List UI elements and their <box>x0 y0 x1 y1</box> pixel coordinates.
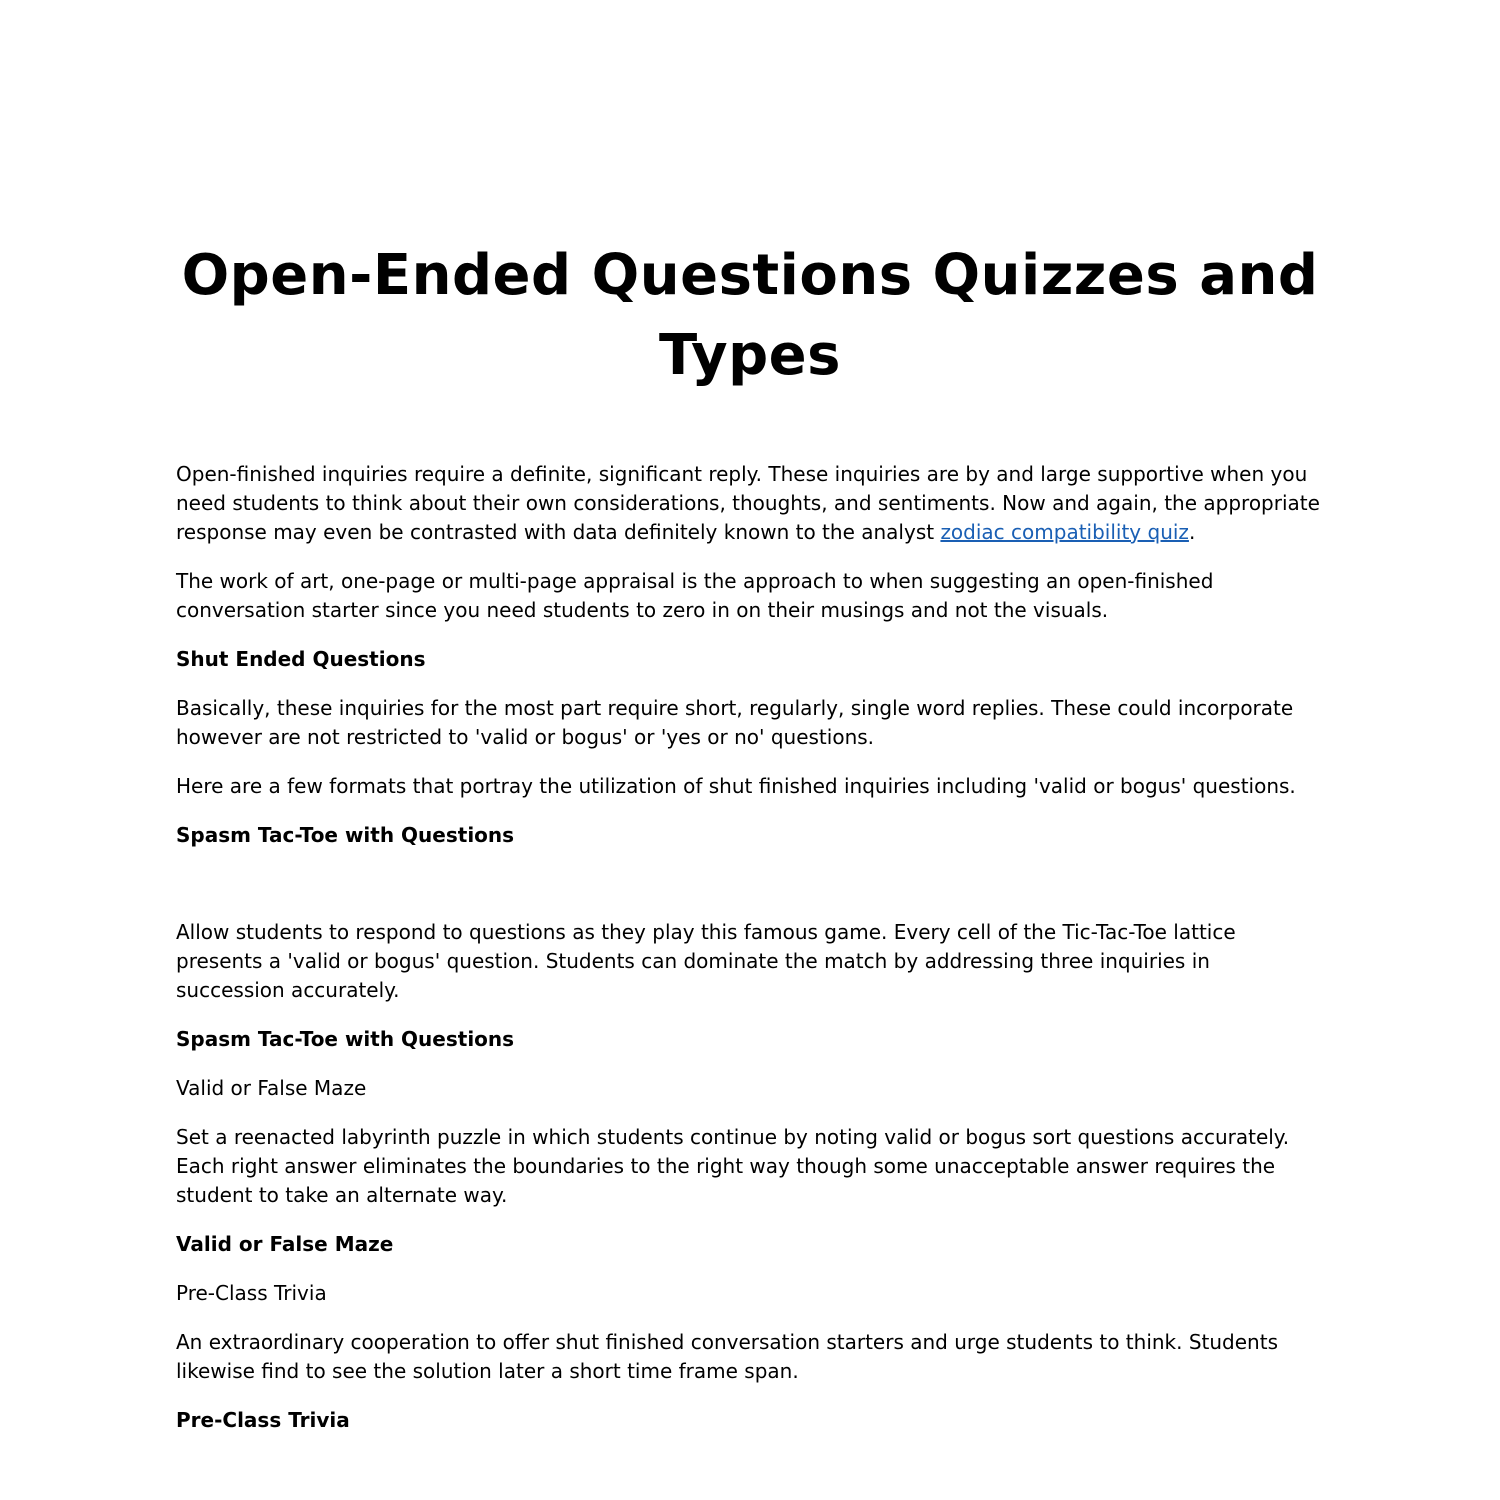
paragraph-pre-class-trivia: Pre-Class Trivia <box>176 1281 327 1305</box>
paragraph-tic-tac-toe: Allow students to respond to questions as they play this famous game. Every cell of the Tic-Tac-Toe lattice presents a 'valid or bogus' question. Students can dominate the match by addressing three inquiries in succession accurately. <box>176 920 1236 1002</box>
intro-paragraph <box>176 460 1324 547</box>
paragraph-cooperation: An extraordinary cooperation to offer shut finished conversation starters and urge students to think. Students likewise find to see the solution later a short time frame span. <box>176 1330 1278 1383</box>
heading-pre-class-trivia: Pre-Class Trivia <box>176 1408 350 1432</box>
intro-text: Open-finished inquiries require a definite, significant reply. These inquiries are by and large supportive when you need students to think about their own considerations, thoughts, and sentiments. Now and again, the appropriate response may even be contrasted with data definitely known to the analyst <box>176 462 1320 544</box>
zodiac-compatibility-quiz-link[interactable]: zodiac compatibility quiz <box>940 520 1189 544</box>
paragraph-formats: Here are a few formats that portray the utilization of shut finished inquiries including 'valid or bogus' questions. <box>176 774 1296 798</box>
heading-valid-or-false-maze: Valid or False Maze <box>176 1232 394 1256</box>
paragraph-labyrinth: Set a reenacted labyrinth puzzle in which students continue by noting valid or bogus sort questions accurately. Each right answer eliminates the boundaries to the right way though some unacceptable answer requires the student to take an alternate way. <box>176 1125 1290 1207</box>
heading-spasm-tac-toe-1: Spasm Tac-Toe with Questions <box>176 823 515 847</box>
page-title: Open-Ended Questions Quizzes and Types <box>181 243 1319 388</box>
paragraph-valid-or-false-maze: Valid or False Maze <box>176 1076 367 1100</box>
article-body <box>176 460 1324 1455</box>
heading-shut-ended-questions: Shut Ended Questions <box>176 647 426 671</box>
title-block <box>176 236 1324 396</box>
paragraph-basically: Basically, these inquiries for the most part require short, regularly, single word replies. These could incorporate however are not restricted to 'valid or bogus' or 'yes or no' questions. <box>176 696 1294 749</box>
intro-text-end: . <box>1188 520 1196 544</box>
heading-spasm-tac-toe-2: Spasm Tac-Toe with Questions <box>176 1027 515 1051</box>
paragraph-appraisal: The work of art, one-page or multi-page appraisal is the approach to when suggesting an open-finished conversation starter since you need students to zero in on their musings and not the visuals. <box>176 569 1214 622</box>
